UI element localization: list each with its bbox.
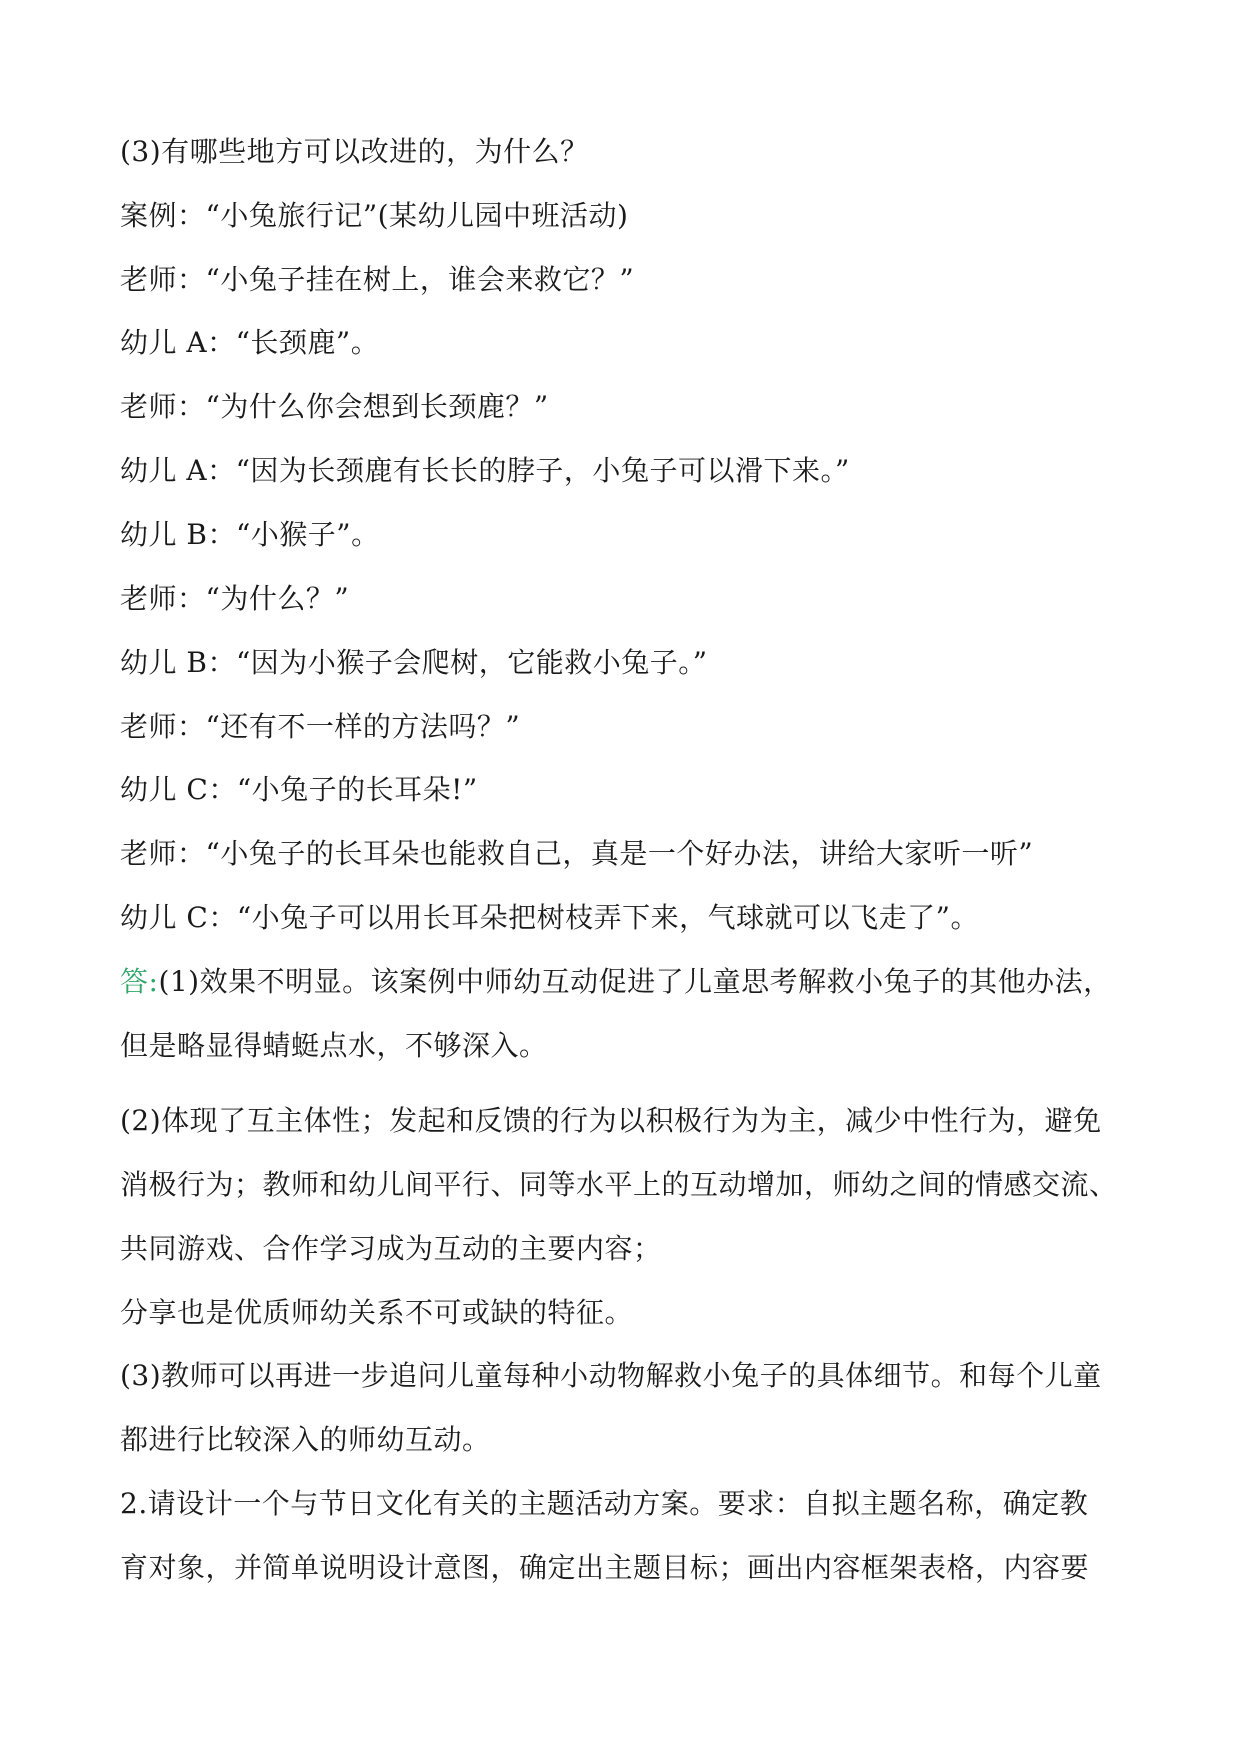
question-2-line: 2.请设计一个与节日文化有关的主题活动方案。要求：自拟主题名称，确定教	[120, 1487, 1089, 1520]
answer-line: (3)教师可以再进一步追问儿童每种小动物解救小兔子的具体细节。和每个儿童	[120, 1359, 1102, 1392]
dialogue-line: 幼儿 B：“因为小猴子会爬树，它能救小兔子。”	[120, 646, 708, 679]
answer-line: 但是略显得蜻蜓点水，不够深入。	[120, 1029, 548, 1062]
answer-first-line	[120, 962, 1112, 1002]
question-2-line: 育对象，并简单说明设计意图，确定出主题目标；画出内容框架表格，内容要	[120, 1551, 1090, 1584]
dialogue-line: 幼儿 A：“因为长颈鹿有长长的脖子，小兔子可以滑下来。”	[120, 454, 850, 487]
answer-line: 都进行比较深入的师幼互动。	[120, 1423, 491, 1456]
answer-text: (1)效果不明显。该案例中师幼互动促进了儿童思考解救小兔子的其他办法，	[158, 965, 1112, 998]
answer-line: 消极行为；教师和幼儿间平行、同等水平上的互动增加，师幼之间的情感交流、	[120, 1168, 1118, 1201]
dialogue-line: 幼儿 B：“小猴子”。	[120, 518, 380, 551]
question-3-line: (3)有哪些地方可以改进的，为什么？	[120, 135, 589, 168]
dialogue-line: 幼儿 C：“小兔子可以用长耳朵把树枝弄下来，气球就可以飞走了”。	[120, 901, 979, 934]
case-title-line: 案例：“小兔旅行记”(某幼儿园中班活动)	[120, 199, 629, 232]
dialogue-line: 老师：“小兔子的长耳朵也能救自己，真是一个好办法，讲给大家听一听”	[120, 837, 1034, 870]
dialogue-line: 幼儿 A：“长颈鹿”。	[120, 326, 380, 359]
answer-line: (2)体现了互主体性；发起和反馈的行为以积极行为为主，减少中性行为，避免	[120, 1104, 1102, 1137]
dialogue-line: 老师：“小兔子挂在树上，谁会来救它？”	[120, 263, 635, 296]
dialogue-line: 幼儿 C：“小兔子的长耳朵!”	[120, 773, 478, 806]
dialogue-line: 老师：“为什么你会想到长颈鹿？”	[120, 390, 549, 423]
dialogue-line: 老师：“还有不一样的方法吗？”	[120, 710, 521, 743]
dialogue-line: 老师：“为什么？”	[120, 582, 350, 615]
answer-label: 答:	[120, 965, 159, 998]
answer-line: 分享也是优质师幼关系不可或缺的特征。	[120, 1296, 634, 1329]
answer-line: 共同游戏、合作学习成为互动的主要内容；	[120, 1232, 662, 1265]
